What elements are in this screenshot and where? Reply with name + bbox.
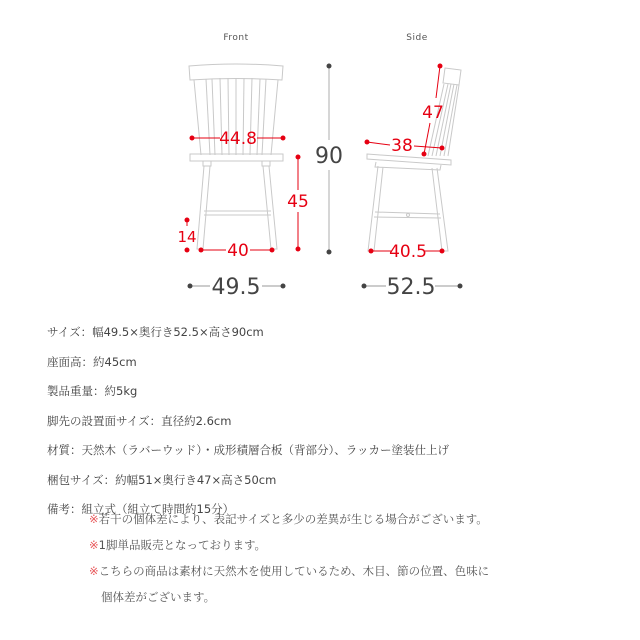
spec-label: サイズ [47,325,81,339]
dimension-dot [296,247,301,252]
dimension-dot [190,136,195,141]
foot-height-dimension [177,218,196,253]
spec-value: 直径約2.6cm [161,413,232,428]
dimension-dot [365,140,370,145]
back-height-dimension [422,64,444,157]
side-back-leg [432,168,448,251]
spec-row-seat-height [47,348,637,378]
seat-height-label: 45 [287,192,309,212]
overall-width-label: 49.5 [211,275,261,300]
spec-value: 約45cm [93,354,137,369]
spec-value: 天然木（ラバーウッド）・成形積層合板（背部分）、ラッカー塗装仕上げ [81,443,450,457]
spec-label: 脚先の設置面サイズ [47,413,150,428]
front-seat [190,154,283,161]
note-mark-icon: ※ [89,564,99,578]
front-backrest-top [189,64,283,80]
overall-height-dimension [315,64,343,255]
side-leg-span-dimension [369,242,445,262]
overall-width-dimension [188,275,286,300]
dimension-dot [458,284,463,289]
spec-separator: ： [103,472,116,487]
notes-list [89,506,634,610]
spec-label: 梱包サイズ [47,472,104,487]
overall-depth-dimension [362,275,463,300]
spec-row-material [47,436,637,466]
spec-value: 幅49.5×奥行き52.5×高さ90cm [92,325,264,339]
note-continuation: 個体差がございます。 [101,590,216,604]
overall-height-label: 90 [315,144,343,169]
dimension-dot [296,155,301,160]
front-view-label: Front [223,33,249,43]
note-text: 若干の個体差により、表記サイズと多少の差異が生じる場合がございます。 [98,512,488,526]
dimension-dot [185,218,190,223]
spec-separator: ： [93,384,105,398]
dimension-dot [327,64,332,69]
spec-label: 備考 [47,502,70,516]
dimension-dot [362,284,367,289]
spec-separator: ： [70,502,82,516]
seat-width-label: 44.8 [219,129,257,149]
front-leg-span-dimension [199,241,275,261]
spec-row-foot-size [47,407,637,437]
seat-depth-label: 38 [391,136,413,156]
spec-row-package-size [47,466,637,496]
front-chair-drawing [189,64,283,249]
spec-label: 製品重量 [47,384,93,398]
overall-depth-label: 52.5 [386,275,436,300]
spec-separator: ： [80,325,93,339]
front-seat-width-dimension [190,129,286,149]
foot-height-label: 14 [177,228,197,246]
spec-separator: ： [81,354,93,369]
front-left-leg [197,166,210,249]
note-item [89,506,634,532]
spec-value: 約幅51×奥行き47×高さ50cm [115,472,277,487]
note-item [89,558,634,584]
front-right-leg [263,166,277,249]
dimension-dot [281,136,286,141]
spec-label: 座面高 [47,354,82,369]
note-text: 1脚単品販売となっております。 [98,538,267,552]
side-leg-span-label: 40.5 [389,242,427,262]
note-mark-icon: ※ [89,512,99,526]
spec-separator: ： [70,443,82,457]
spec-value: 組立式（組立て時間約15分） [81,502,235,516]
chair-dimension-diagram [0,0,640,300]
spec-value: 約5kg [104,384,138,398]
spec-list [47,318,637,525]
dimension-dot [185,248,190,253]
seat-height-dimension [287,155,309,252]
front-leg-span-label: 40 [227,241,249,261]
note-item [89,532,634,558]
side-front-leg [368,166,383,251]
dimension-dot [270,248,275,253]
note-mark-icon: ※ [89,538,99,552]
spec-row-weight [47,377,637,407]
side-backrest-top [443,68,461,85]
note-text: こちらの商品は素材に天然木を使用しているため、木目、節の位置、色味に [98,564,490,578]
dimension-dot [440,146,445,151]
back-height-label: 47 [422,103,444,123]
dimension-dot [440,249,445,254]
spec-label: 材質 [47,443,70,457]
spec-separator: ： [149,413,162,428]
dimension-dot [438,64,443,69]
side-view-label: Side [406,33,428,43]
dimension-dot [281,284,286,289]
spec-row-size [47,318,637,348]
dimension-dot [188,284,193,289]
dimension-dot [422,152,427,157]
dimension-dot [369,249,374,254]
dimension-dot [199,248,204,253]
dimension-dot [327,250,332,255]
side-chair-drawing [367,68,461,251]
